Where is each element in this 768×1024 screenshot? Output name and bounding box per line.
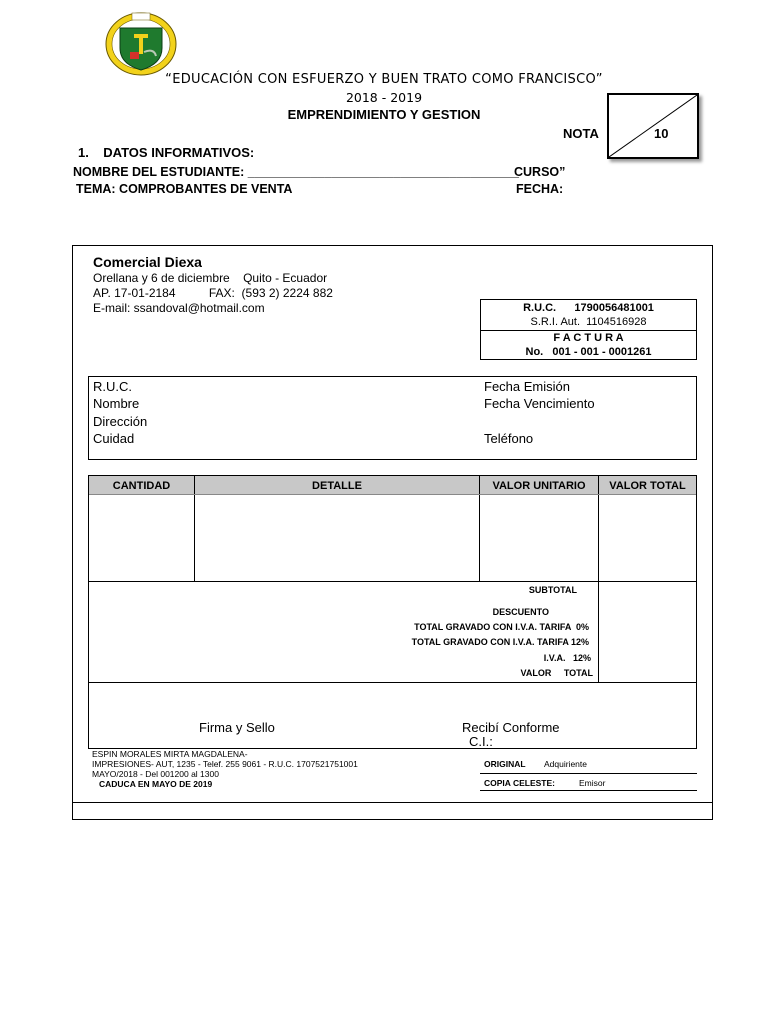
crest-icon [104,8,178,76]
ci-label: C.I.: [469,734,493,749]
nota-label: NOTA [563,126,599,141]
ruc-box-divider [481,330,696,331]
col-header-valor-unitario: VALOR UNITARIO [492,480,586,492]
diagonal-line [609,95,697,157]
fecha-emision-label[interactable]: Fecha Emisión [484,379,570,394]
copia-label: COPIA CELESTE: [484,778,555,788]
school-years: 2018 - 2019 [345,90,423,105]
firma-sello-label: Firma y Sello [199,720,275,735]
iva-label: I.V.A. 12% [543,653,591,663]
tema-label: TEMA: COMPROBANTES DE VENTA [76,182,293,196]
factura-title: F A C T U R A [553,332,624,344]
student-name-field[interactable]: NOMBRE DEL ESTUDIANTE: _______________________________________ [73,165,519,179]
printer-line-3: MAYO/2018 - Del 001200 al 1300 [92,769,219,779]
fecha-vencimiento-label[interactable]: Fecha Vencimiento [484,396,595,411]
school-logo [104,8,178,76]
copia-rule [480,790,697,791]
col-header-valor-total: VALOR TOTAL [609,480,686,492]
client-box [88,376,697,460]
printer-line-1: ESPIN MORALES MIRTA MAGDALENA- [92,749,248,759]
client-ciudad-label[interactable]: Cuidad [93,431,135,446]
recibi-conforme-label: Recibí Conforme [462,720,560,735]
valor-total-label: VALOR TOTAL [520,668,593,678]
grade-box [607,93,699,159]
original-rule [480,773,697,774]
header-bottom-rule [89,494,696,495]
gravado-12-label: TOTAL GRAVADO CON I.V.A. TARIFA 12% [411,637,589,647]
factura-number: No. 001 - 001 - 0001261 [525,346,652,358]
company-email: E-mail: ssandoval@hotmail.com [93,301,265,315]
copia-value: Emisor [579,778,606,788]
totals-bottom-rule [89,682,696,683]
gravado-0-label: TOTAL GRAVADO CON I.V.A. TARIFA 0% [414,622,589,632]
printer-line-2: IMPRESIONES- AUT, 1235 - Telef. 255 9061 - R.U.C. 1707521751001 [92,759,358,769]
ruc-box [480,299,697,360]
ruc-number: R.U.C. 1790056481001 [523,302,654,314]
original-label: ORIGINAL [484,759,526,769]
original-value: Adquiriente [544,759,588,769]
company-ap-fax: AP. 17-01-2184 FAX: (593 2) 2224 882 [93,286,333,300]
caduca-label: CADUCA EN MAYO DE 2019 [99,779,213,789]
motto: “EDUCACIÓN CON ESFUERZO Y BUEN TRATO COMO FRANCISCO” [165,72,603,87]
company-address: Orellana y 6 de diciembre Quito - Ecuador [93,271,328,285]
invoice-bottom-rule [72,802,713,803]
sri-auth: S.R.I. Aut. 1104516928 [530,316,647,328]
col-header-cantidad: CANTIDAD [112,480,171,492]
company-name: Comercial Diexa [93,254,202,270]
fecha-label: FECHA: [516,182,564,196]
descuento-label: DESCUENTO [492,607,549,617]
client-nombre-label[interactable]: Nombre [93,396,140,411]
client-direccion-label[interactable]: Dirección [93,414,148,429]
curso-label: CURSO” [514,165,566,179]
col-header-detalle: DETALLE [312,480,362,492]
grade-value: 10 [654,126,669,141]
subject-title: EMPRENDIMIENTO Y GESTION [287,107,481,122]
section-title: 1. DATOS INFORMATIVOS: [78,145,255,160]
subtotal-label: SUBTOTAL [528,585,577,595]
col-rule-3 [598,476,599,682]
items-bottom-rule [89,581,696,582]
client-ruc-label[interactable]: R.U.C. [93,379,132,394]
telefono-label[interactable]: Teléfono [484,431,534,446]
